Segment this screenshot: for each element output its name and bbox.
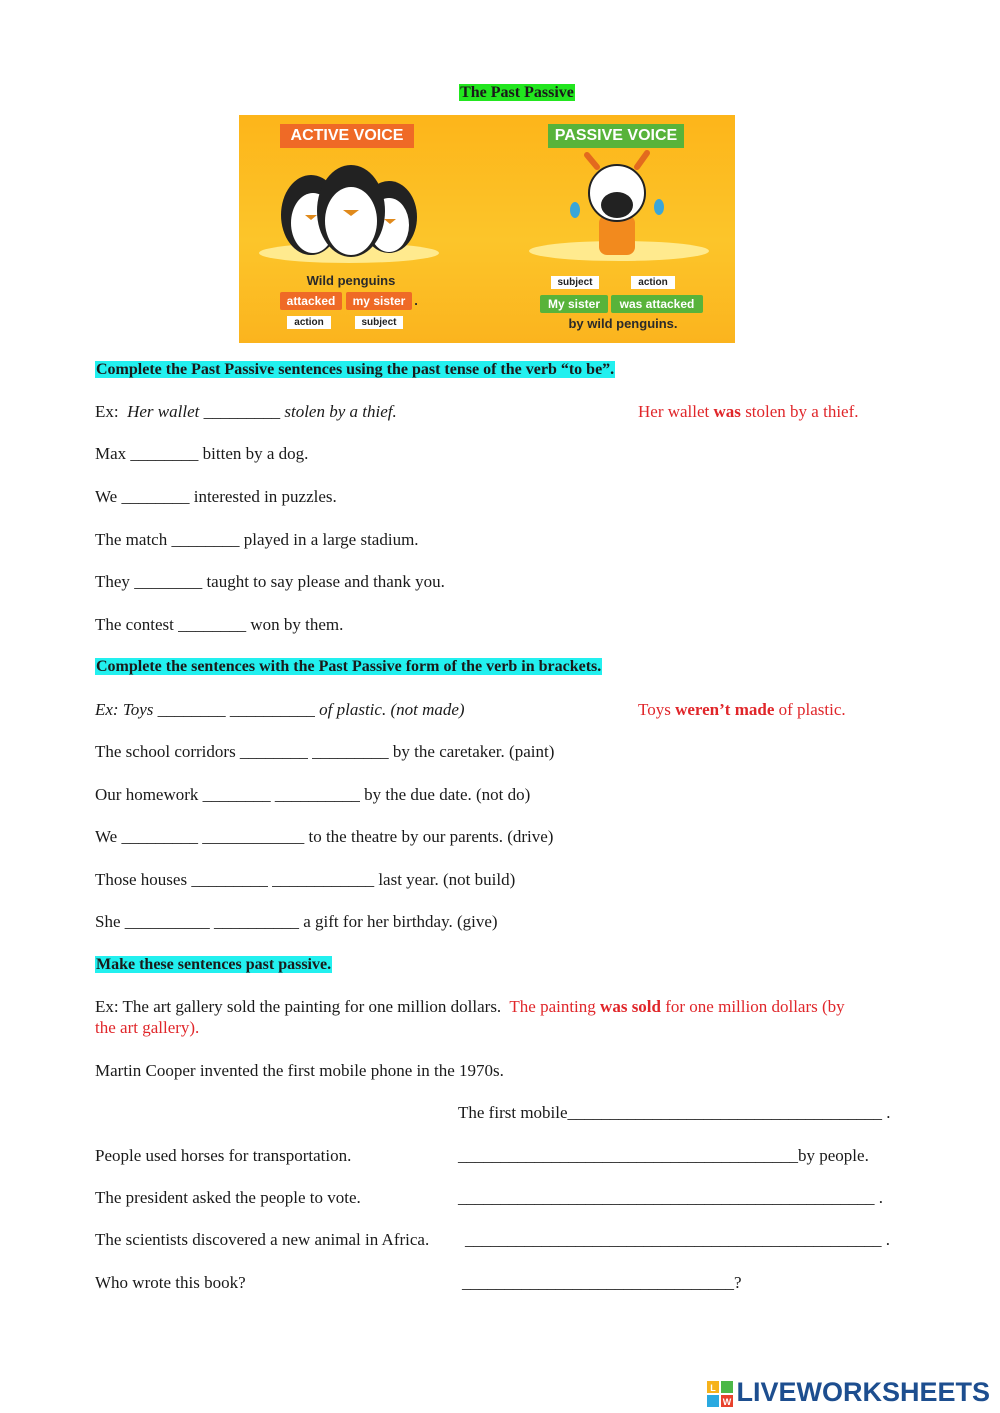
active-caption: Wild penguins: [306, 273, 396, 288]
liveworksheets-logo[interactable]: [707, 1377, 990, 1408]
page-title: The Past Passive: [460, 84, 574, 101]
active-passive-illustration: [239, 115, 735, 343]
section1-item: Max ________ bitten by a dog.: [95, 444, 309, 463]
section1-item: They ________ taught to say please and thank you.: [95, 572, 445, 591]
section3-heading: Make these sentences past passive.: [96, 956, 332, 973]
section3-prompt: People used horses for transportation.: [95, 1146, 352, 1165]
passive-verb-pill: was attacked: [611, 295, 703, 313]
section1-item: The match ________ played in a large stadium.: [95, 530, 419, 549]
section2-item[interactable]: We _________ ____________ to the theatre by our parents. (drive): [95, 827, 554, 846]
section3-prompt: Martin Cooper invented the first mobile phone in the 1970s.: [95, 1061, 504, 1080]
section3-prompt: The president asked the people to vote.: [95, 1188, 361, 1207]
section1-example: Ex: Her wallet _________ stolen by a thief.: [95, 402, 397, 421]
section3-answer-line[interactable]: _________________________________________________ .: [465, 1230, 890, 1249]
section3-prompt: Who wrote this book?: [95, 1273, 246, 1292]
active-label-action: action: [287, 316, 331, 329]
section3-answer-line[interactable]: ________________________________________by people.: [458, 1146, 869, 1165]
section3-example: Ex: The art gallery sold the painting for one million dollars. The painting was sold for one million dollars (by: [95, 997, 845, 1016]
section1-item: The contest ________ won by them.: [95, 615, 344, 634]
section1-item: We ________ interested in puzzles.: [95, 487, 337, 506]
section3-answer-line[interactable]: The first mobile_____________________________________ .: [458, 1103, 891, 1122]
section3-prompt: The scientists discovered a new animal in Africa.: [95, 1230, 430, 1249]
active-voice-tag: ACTIVE VOICE: [280, 124, 414, 148]
section1-example-answer: Her wallet was stolen by a thief.: [638, 402, 859, 421]
section2-item[interactable]: The school corridors ________ _________ by the caretaker. (paint): [95, 742, 555, 761]
answer-blank[interactable]: ________: [171, 530, 240, 549]
active-verb-pill: attacked: [280, 292, 342, 310]
answer-blank[interactable]: ________: [178, 615, 247, 634]
answer-blank[interactable]: ________: [121, 487, 190, 506]
logo-text: LIVEWORKSHEETS: [736, 1377, 990, 1407]
passive-caption: by wild penguins.: [568, 316, 678, 331]
logo-letter: L: [710, 1382, 717, 1393]
passive-label-subject: subject: [551, 276, 599, 289]
active-object-pill: my sister: [346, 292, 412, 310]
answer-blank[interactable]: ________: [130, 444, 199, 463]
section2-item[interactable]: Our homework ________ __________ by the due date. (not do): [95, 785, 531, 804]
active-label-subject: subject: [355, 316, 403, 329]
section3-answer-line[interactable]: ________________________________?: [462, 1273, 742, 1292]
logo-mark-icon: [707, 1381, 733, 1407]
section2-example-answer: Toys weren’t made of plastic.: [638, 700, 846, 719]
answer-blank[interactable]: ________: [134, 572, 203, 591]
section2-item[interactable]: Those houses _________ ____________ last year. (not build): [95, 870, 516, 889]
section3-answer-line[interactable]: _________________________________________________ .: [458, 1188, 883, 1207]
section2-heading: Complete the sentences with the Past Passive form of the verb in brackets.: [96, 658, 602, 675]
logo-letter: W: [723, 1396, 732, 1407]
section1-heading: Complete the Past Passive sentences using the past tense of the verb “to be”.: [96, 361, 615, 378]
active-period: .: [414, 293, 418, 308]
section3-example-answer-line2: the art gallery).: [95, 1018, 200, 1037]
section2-example: Ex: Toys ________ __________ of plastic. (not made): [95, 700, 465, 719]
passive-voice-tag: PASSIVE VOICE: [548, 124, 684, 148]
section2-item[interactable]: She __________ __________ a gift for her birthday. (give): [95, 912, 498, 931]
passive-label-action: action: [631, 276, 675, 289]
passive-subject-pill: My sister: [540, 295, 608, 313]
